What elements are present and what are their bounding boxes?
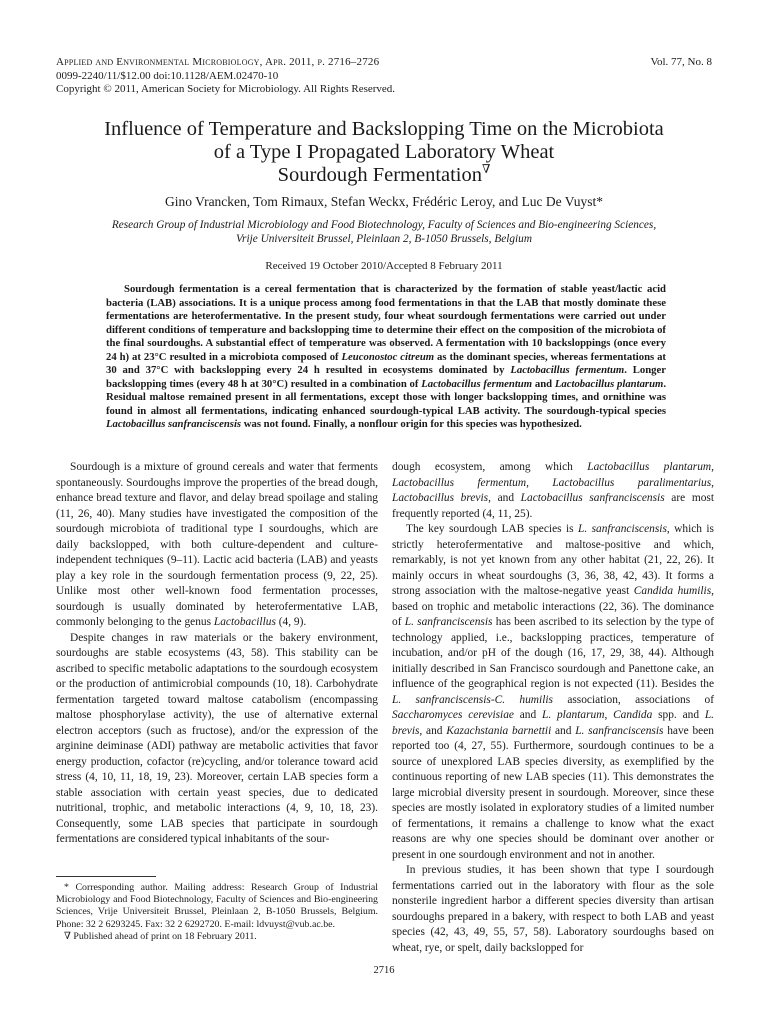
body-text: , and — [419, 724, 447, 737]
title-line-3: Sourdough Fermentation — [277, 164, 483, 186]
body-text: have been reported too (4, 27, 55). Furthermore, sourdough continues to be a source of unexplored LAB species diversity, as exemplified by the continuous reporting of new LAB species (11). This demonstrates the large microbial diversity present in sourdough. Moreover, since these species are mostly isolated in exploratory studies of a limited number of fermentations, it remains a challenge to know what the exact reasons are why one species should be dominant over another or present in one sourdough environment and not in another. — [392, 724, 714, 861]
volume-label: Vol. 77, No. 8 — [650, 56, 712, 68]
body-paragraph: Despite changes in raw materials or the bakery environment, sourdoughs are stable ecosystems (43, 58). This stability can be ascribed to specific metabolic adaptations to the sourdough ecosystem or the production of antimicrobial compounds (10, 18). Carbohydrate fermentation targeted toward maltose catabolism (encompassing maltose phosphorylase activity), the use of alternative external electron acceptors (such as fructose), and/or the expression of the arginine deiminase (ADI) pathway are metabolic activities that favor energy production, cofactor (re)cycling, and/or tolerance toward acid stress (4, 10, 11, 18, 19, 23). Moreover, certain LAB species form a stable association with certain yeast species, due to dedicated nutritional, trophic, and metabolic interactions (4, 9, 10, 18, 23). Consequently, some LAB species that participate in sourdough fermentations are considered typical inhabitants of the sour- — [56, 631, 378, 845]
received-dates: Received 19 October 2010/Accepted 8 February 2011 — [265, 260, 503, 272]
corresponding-author-footnote: * Corresponding author. Mailing address: Research Group of Industrial Microbiology and Food Biotechnology, Faculty of Sciences and Bio-engineering Sciences, Vrije Universiteit Brussel, Pleinlaan 2, B-1050 Brussels, Belgium. Phone: 32 2 6293245. Fax: 32 2 6292720. E-mail: ldvuyst@vub.ac.be. — [56, 882, 378, 930]
species-name: L. brevis — [392, 709, 714, 737]
body-text: Sourdough is a mixture of ground cereals and water that ferments spontaneously. Sourdoughs improve the properties of the bread dough, enhance bread texture and flavor, and delay bread spoilage and staling (11, 26, 40). Many studies have investigated the composition of the sourdough microbiota of traditional type I sourdoughs, which are daily backslopped, with both culture-dependent and culture-independent techniques (9–11). Lactic acid bacteria (LAB) and yeasts play a key role in the sourdough fermentation process (9, 22, 25). Unlike most other well-known food fermentation processes, sourdough is usually dominated by heterofermentative LAB, commonly belonging to the genus — [56, 461, 378, 628]
abstract-text: was not found. Finally, a nonflour origin for this species was hypothesized. — [241, 418, 582, 431]
species-name: L. sanfranciscensis — [575, 724, 664, 737]
species-name: Lactobacillus brevis — [392, 492, 489, 504]
species-name: Lactobacillus fermentum — [510, 364, 625, 377]
abstract — [106, 283, 666, 432]
issn-line: 0099-2240/11/$12.00 doi:10.1128/AEM.02470-10 — [56, 69, 279, 82]
abstract-text: Sourdough fermentation is a cereal fermentation that is characterized by the formation of stable yeast/lactic acid bacteria (LAB) associations. It is a unique process among food fermentations in that the LAB that mostly dominate these fermentations are heterofermentative. In the present study, four wheat sourdough fermentations were carried out under different conditions of temperature and backslopping time to determine their effect on the composition of the microbiota of the final sourdoughs. A substantial effect of temperature was observed. A fermentation with 10 backsloppings (once every 24 h) at 23°C resulted in a microbiota composed of — [106, 283, 666, 363]
copyright-line: Copyright © 2011, American Society for Microbiology. All Rights Reserved. — [56, 83, 396, 95]
species-name: L. plantarum — [542, 709, 605, 721]
authors: Gino Vrancken, Tom Rimaux, Stefan Weckx, Frédéric Leroy, and Luc De Vuyst* — [165, 194, 603, 209]
title-line-2: of a Type I Propagated Laboratory Wheat — [213, 141, 555, 163]
body-paragraph — [392, 522, 714, 863]
body-text: , — [711, 476, 714, 489]
page-number: 2716 — [373, 965, 395, 976]
species-name: Lactobacillus plantarum — [554, 377, 664, 390]
body-text: association, associations of — [552, 693, 714, 706]
species-name: Candida humilis — [633, 585, 712, 597]
body-text: spp. and — [652, 709, 705, 721]
species-name: Lactobacillus sanfranciscensis — [106, 418, 242, 431]
species-name: Saccharomyces cerevisiae — [392, 709, 514, 721]
species-name: L. sanfranciscensis — [404, 616, 493, 628]
journal-header — [56, 56, 395, 97]
body-paragraph — [56, 460, 378, 631]
species-name: Kazachstania barnettii — [446, 724, 552, 737]
species-name: Leuconostoc citreum — [341, 350, 435, 363]
body-text: are most frequently reported (4, 11, 25). — [392, 492, 714, 520]
body-text: , — [604, 709, 614, 721]
published-mark: ∇ — [64, 930, 71, 942]
body-text: , — [526, 476, 553, 489]
body-text: , — [711, 461, 714, 473]
affiliation — [40, 219, 728, 246]
published-footnote — [56, 931, 378, 943]
body-left-column — [56, 460, 378, 848]
species-name: Lactobacillus fermentum — [392, 476, 527, 489]
species-name: Lactobacillus paralimentarius — [552, 476, 712, 489]
species-name: Lactobacillus sanfranciscensis — [520, 492, 665, 504]
affiliation-line-2: Vrije Universiteit Brussel, Pleinlaan 2, B-1050 Brussels, Belgium — [236, 232, 532, 245]
body-text: has been ascribed to its selection by the type of technology applied, i.e., backslopping practices, temperature of incubation, and/or pH of the dough (16, 17, 29, 38, 44). Although initially described in San Francisco sourdough and Panettone cake, an influence of the geographical region is not expected (11). Besides the — [392, 616, 714, 690]
species-name: Lactobacillus plantarum — [587, 461, 712, 473]
title-footnote-mark: ∇ — [482, 162, 491, 177]
footnote-divider — [56, 876, 156, 877]
species-name: Candida — [613, 709, 653, 721]
body-text: , based on trophic and metabolic interactions (22, 36). The dominance of — [392, 585, 714, 628]
journal-line: Applied and Environmental Microbiology, Apr. 2011, p. 2716–2726 — [56, 56, 380, 68]
abstract-text: as the dominant species, whereas fermentations at 30 and 37°C with backslopping every 24 h resulted in ecosystems dominated by — [106, 350, 666, 377]
published-text: Published ahead of print on 18 February 2011. — [70, 930, 257, 942]
abstract-text: and — [532, 377, 555, 390]
article-title — [40, 118, 728, 187]
body-paragraph: In previous studies, it has been shown that type I sourdough fermentations carried out in the laboratory with flour as the sole nonsterile ingredient harbor a different species diversity than artisan sourdoughs prepared in a bakery, with respect to both LAB and yeast species (42, 43, 49, 55, 57, 58). Laboratory sourdoughs based on wheat, rye, or spelt, daily backslopped for — [392, 864, 714, 954]
body-text: dough ecosystem, among which — [392, 461, 588, 473]
body-text: and — [513, 709, 542, 721]
body-text: , and — [488, 492, 521, 504]
species-name: L. sanfranciscensis-C. humilis — [392, 693, 553, 706]
species-name: Lactobacillus — [213, 616, 276, 628]
body-text: The key sourdough LAB species is — [406, 523, 578, 535]
species-name: Lactobacillus fermentum — [421, 377, 533, 390]
body-text: (4, 9). — [275, 616, 307, 628]
abstract-text: . Longer backslopping times (every 48 h at 30°C) resulted in a combination of — [106, 364, 667, 390]
footnotes — [56, 882, 378, 943]
affiliation-line-1: Research Group of Industrial Microbiology and Food Biotechnology, Faculty of Sciences and Bio-engineering Sciences, — [111, 219, 657, 231]
body-right-column — [392, 460, 714, 956]
body-text: , which is strictly heterofermentative and maltose-positive and which, remarkably, is not yet known from any other habitat (21, 22, 26). It mainly occurs in wheat sourdoughs (3, 36, 38, 42, 43). It forms a strong association with the maltose-negative yeast — [392, 523, 714, 597]
abstract-text: . Residual maltose remained present in all fermentations, except those with longer backslopping times, and ornithine was found in almost all fermentations, indicating enhanced sourdough-typical LAB activity. The sourdough-typical species — [106, 377, 667, 417]
title-line-1: Influence of Temperature and Backslopping Time on the Microbiota — [104, 118, 664, 140]
body-paragraph — [392, 460, 714, 522]
species-name: L. sanfranciscensis — [577, 523, 667, 535]
body-text: and — [551, 724, 576, 737]
